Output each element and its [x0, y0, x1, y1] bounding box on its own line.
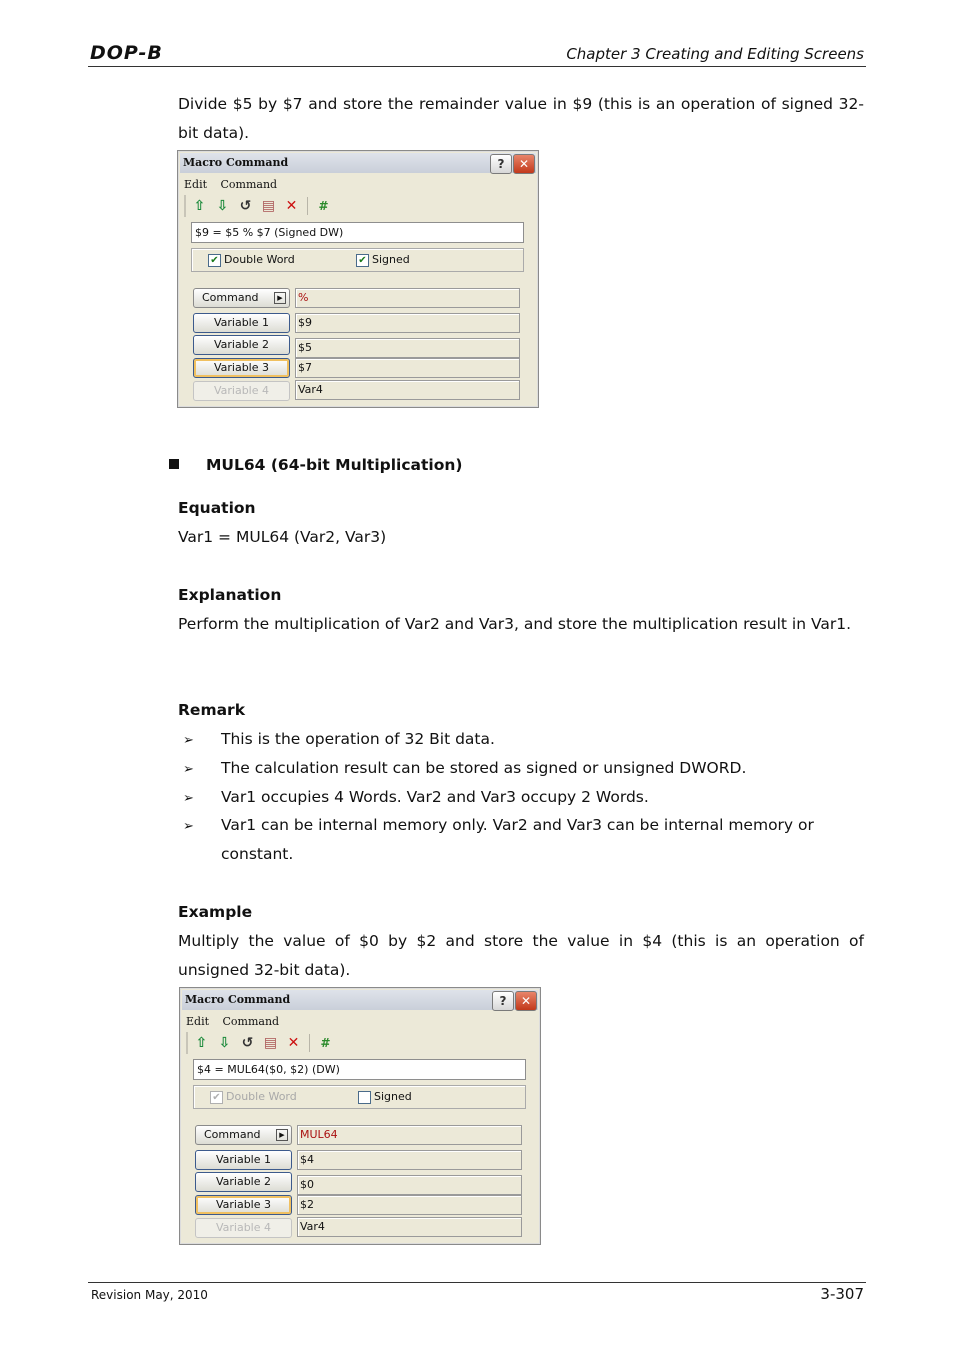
- double-word-checkbox[interactable]: ✔: [210, 1091, 223, 1104]
- menu-command[interactable]: Command: [222, 1015, 280, 1028]
- signed-label: Signed: [372, 253, 410, 266]
- close-button[interactable]: ✕: [515, 991, 537, 1011]
- explanation-text: Perform the multiplication of Var2 and Var3, and store the multiplication result in Var1.: [178, 615, 852, 633]
- menu-edit[interactable]: Edit: [184, 178, 208, 191]
- bullet-square-icon: [169, 459, 179, 469]
- remark-item: Var1 can be internal memory only. Var2 and Var3 can be internal memory or constant.: [221, 816, 814, 863]
- double-word-label: Double Word: [226, 1090, 297, 1103]
- variable-3-field[interactable]: $7: [295, 358, 520, 378]
- variable-1-field[interactable]: $4: [297, 1150, 522, 1170]
- chapter-title: Chapter 3 Creating and Editing Screens: [566, 45, 864, 63]
- play-icon: ▶: [274, 292, 286, 304]
- remark-item: The calculation result can be stored as signed or unsigned DWORD.: [221, 759, 747, 777]
- move-up-icon[interactable]: ⇧: [193, 197, 206, 214]
- macro-command-dialog-2: [179, 987, 541, 1245]
- undo-icon[interactable]: ↺: [239, 197, 252, 214]
- remark-item: This is the operation of 32 Bit data.: [221, 730, 495, 748]
- remark-heading: Remark: [178, 701, 246, 719]
- header-rule: [88, 66, 866, 67]
- menu-command[interactable]: Command: [220, 178, 278, 191]
- hash-icon[interactable]: #: [320, 1035, 331, 1050]
- dialog-title: Macro Command: [182, 990, 538, 1010]
- signed-checkbox[interactable]: ✔: [356, 254, 369, 267]
- command-button[interactable]: [193, 288, 290, 308]
- toolbar: [186, 1032, 335, 1054]
- intro-paragraph: Divide $5 by $7 and store the remainder value in $9 (this is an operation of signed 32-bit data).: [178, 95, 864, 142]
- delete-icon[interactable]: ✕: [285, 197, 298, 214]
- close-button[interactable]: ✕: [513, 154, 535, 174]
- arrow-bullet-icon: ➢: [183, 733, 194, 748]
- revision-text: Revision May, 2010: [91, 1288, 208, 1302]
- options-group: [191, 248, 524, 272]
- double-word-checkbox[interactable]: ✔: [208, 254, 221, 267]
- macro-command-dialog-1: [177, 150, 539, 408]
- options-group: [193, 1085, 526, 1109]
- example-text: Multiply the value of $0 by $2 and store the value in $4 (this is an operation of unsigned 32-bit data).: [178, 932, 864, 979]
- page-number: 3-307: [820, 1285, 864, 1303]
- dialog-title: Macro Command: [180, 153, 536, 173]
- remark-item: Var1 occupies 4 Words. Var2 and Var3 occupy 2 Words.: [221, 788, 649, 806]
- arrow-bullet-icon: ➢: [183, 819, 194, 834]
- variable-2-field[interactable]: $0: [297, 1175, 522, 1195]
- undo-icon[interactable]: ↺: [241, 1034, 254, 1051]
- variable-1-field[interactable]: $9: [295, 313, 520, 333]
- copy-icon[interactable]: ▤: [263, 1034, 278, 1051]
- arrow-bullet-icon: ➢: [183, 762, 194, 777]
- signed-label: Signed: [374, 1090, 412, 1103]
- example-heading: Example: [178, 903, 253, 921]
- menu-bar: [184, 178, 287, 191]
- expression-field[interactable]: $4 = MUL64($0, $2) (DW): [193, 1059, 526, 1080]
- command-field[interactable]: %: [295, 288, 520, 308]
- copy-icon[interactable]: ▤: [261, 197, 276, 214]
- move-down-icon[interactable]: ⇩: [216, 197, 229, 214]
- variable-3-button[interactable]: Variable 3: [195, 1195, 292, 1215]
- equation-heading: Equation: [178, 499, 256, 517]
- variable-2-button[interactable]: Variable 2: [193, 335, 290, 355]
- variable-1-button[interactable]: Variable 1: [195, 1150, 292, 1170]
- explanation-heading: Explanation: [178, 586, 282, 604]
- move-down-icon[interactable]: ⇩: [218, 1034, 231, 1051]
- dop-b-logo: DOP-B: [90, 42, 163, 64]
- variable-4-field[interactable]: Var4: [295, 380, 520, 400]
- menu-edit[interactable]: Edit: [186, 1015, 210, 1028]
- section-heading: MUL64 (64-bit Multiplication): [206, 456, 463, 474]
- toolbar-separator: [309, 1034, 310, 1052]
- double-word-label: Double Word: [224, 253, 295, 266]
- command-label: Command: [204, 1128, 261, 1141]
- variable-3-field[interactable]: $2: [297, 1195, 522, 1215]
- variable-4-button[interactable]: Variable 4: [193, 381, 290, 401]
- help-button[interactable]: ?: [492, 991, 514, 1011]
- footer-rule: [88, 1282, 866, 1283]
- equation-text: Var1 = MUL64 (Var2, Var3): [178, 528, 387, 546]
- hash-icon[interactable]: #: [318, 198, 329, 213]
- command-field[interactable]: MUL64: [297, 1125, 522, 1145]
- menu-bar: [186, 1015, 289, 1028]
- variable-3-button[interactable]: Variable 3: [193, 358, 290, 378]
- variable-2-field[interactable]: $5: [295, 338, 520, 358]
- command-button[interactable]: [195, 1125, 292, 1145]
- variable-2-button[interactable]: Variable 2: [195, 1172, 292, 1192]
- toolbar-separator: [307, 197, 308, 215]
- command-label: Command: [202, 291, 259, 304]
- help-button[interactable]: ?: [490, 154, 512, 174]
- variable-1-button[interactable]: Variable 1: [193, 313, 290, 333]
- play-icon: ▶: [276, 1129, 288, 1141]
- move-up-icon[interactable]: ⇧: [195, 1034, 208, 1051]
- variable-4-field[interactable]: Var4: [297, 1217, 522, 1237]
- expression-field[interactable]: $9 = $5 % $7 (Signed DW): [191, 222, 524, 243]
- variable-4-button[interactable]: Variable 4: [195, 1218, 292, 1238]
- signed-checkbox[interactable]: [358, 1091, 371, 1104]
- toolbar: [184, 195, 333, 217]
- delete-icon[interactable]: ✕: [287, 1034, 300, 1051]
- arrow-bullet-icon: ➢: [183, 791, 194, 806]
